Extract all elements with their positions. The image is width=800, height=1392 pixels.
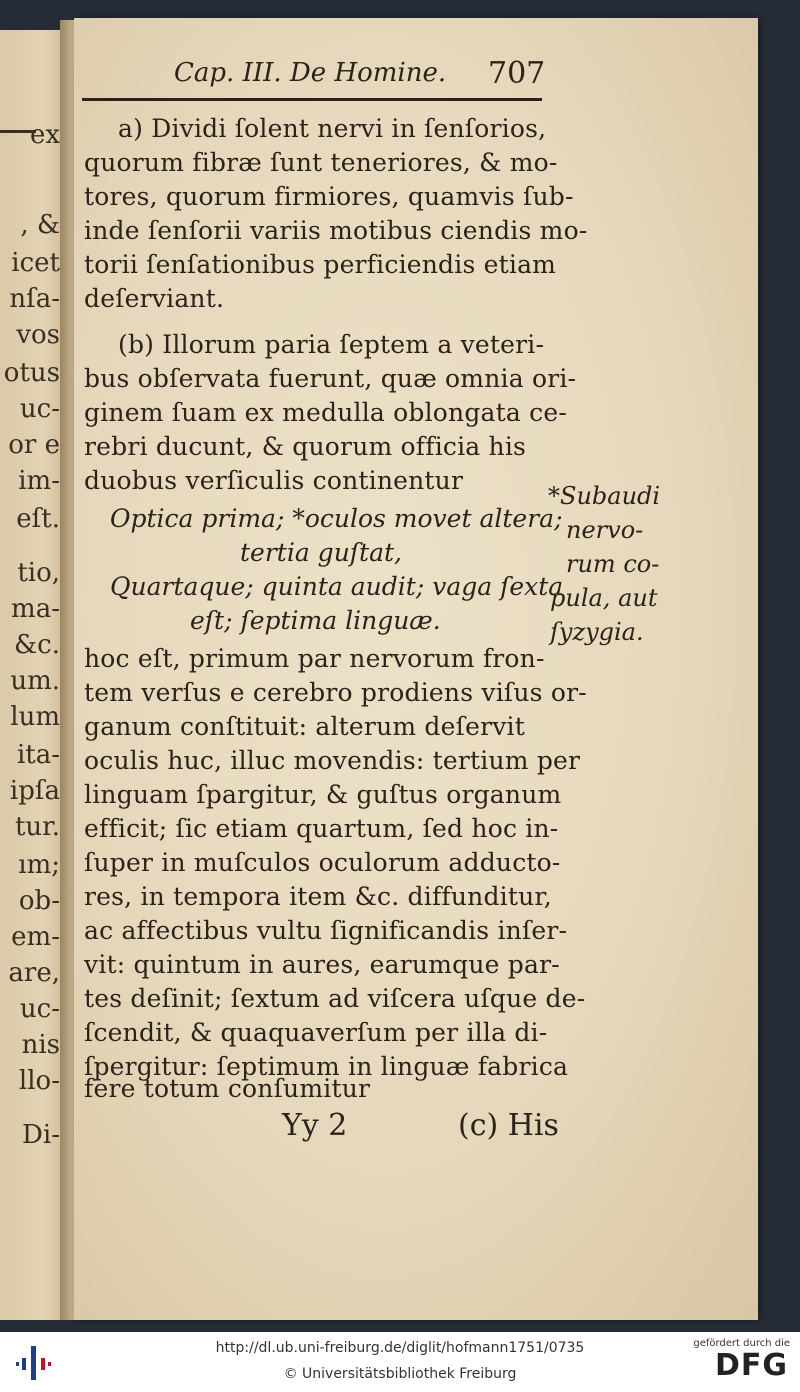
left-fragment: icet [11,248,60,278]
left-fragment: uc- [19,394,60,424]
left-fragment: ob- [18,886,60,916]
text-line: deſerviant. [84,284,225,313]
left-fragment: em- [11,922,60,952]
left-fragment: eſt. [16,504,60,534]
left-fragment: tio, [17,558,60,588]
dfg-logo: DFG [714,1348,788,1383]
text-line: efficit; ſic etiam quartum, ſed hoc in- [84,814,559,843]
left-fragment: im- [18,466,60,496]
text-line: ſpergitur: ſeptimum in linguæ fabrica [84,1052,569,1081]
margin-note-line: *Subaudi [548,482,661,510]
text-line: ſuper in muſculos oculorum adducto- [84,848,561,877]
text-line: bus obſervata fuerunt, quæ omnia ori- [84,364,577,393]
viewer-footer [0,1332,800,1392]
verse-line: Quartaque; quinta audit; vaga ſexta [110,572,564,601]
running-head: Cap. III. De Homine. [174,58,447,88]
left-fragment: ipſa [9,776,60,806]
text-line: oculis huc, illuc movendis: tertium per [84,746,581,775]
text-line: inde ſenſorii variis motibus ciendis mo- [84,216,588,245]
text-line: (b) Illorum paria ſeptem a veteri- [118,330,545,359]
left-fragment: , & [20,210,60,240]
verse-line: eſt; ſeptima linguæ. [190,606,441,635]
catchword: (c) His [458,1108,559,1143]
left-fragment: lum [10,702,60,732]
copyright-text: © Universitätsbibliothek Freiburg [283,1366,517,1382]
text-line: ſcendit, & quaquaverſum per illa di- [84,1018,548,1047]
left-fragment: ita- [16,740,60,770]
left-fragment: vos [16,320,60,350]
left-fragment: are, [8,958,60,988]
text-line: tem verſus e cerebro prodiens viſus or- [84,678,587,707]
left-fragment: tur. [14,812,60,842]
margin-note-line: nervo- [566,516,644,544]
margin-note-line: rum co- [566,550,660,578]
left-fragment: otus [3,358,60,388]
text-line: a) Dividi ſolent nervi in ſenſorios, [118,114,547,143]
signature-mark: Yy 2 [282,1108,348,1143]
text-line: fere totum conſumitur [84,1074,371,1103]
text-line: quorum fibræ ſunt teneriores, & mo- [84,148,558,177]
text-line: res, in tempora item &c. diffunditur, [84,882,552,911]
book-page [74,18,758,1320]
verse-line: tertia guſtat, [240,538,402,567]
left-fragment: nſa- [9,284,60,314]
text-line: ginem ſuam ex medulla oblongata ce- [84,398,568,427]
text-line: ganum conſtituit: alterum deſervit [84,712,525,741]
text-line: hoc eſt, primum par nervorum fron- [84,644,545,673]
margin-note-line: ſyzygia. [550,618,644,646]
left-fragment: or e [8,430,60,460]
text-line: torii ſenſationibus perficiendis etiam [84,250,557,279]
margin-note-line: pula, aut [550,584,658,612]
text-line: tores, quorum firmiores, quamvis ſub- [84,182,574,211]
left-fragment: um. [10,666,60,696]
left-fragment: ma- [11,594,60,624]
left-fragment: Di- [22,1120,60,1150]
verse-line: Optica prima; *oculos movet altera; [110,504,563,533]
text-line: duobus verſiculis continentur [84,466,464,495]
funding-note: gefördert durch die [693,1338,790,1349]
left-fragment: &c. [14,630,60,660]
text-line: ac affectibus vultu ſignificandis inſer- [84,916,568,945]
left-fragment: llo- [18,1066,60,1096]
text-line: linguam ſpargitur, & guſtus organum [84,780,562,809]
text-line: rebri ducunt, & quorum officia his [84,432,527,461]
permalink-url[interactable]: http://dl.ub.uni-freiburg.de/diglit/hofmann1751/0735 [215,1340,585,1356]
left-fragment: ım; [18,850,60,880]
header-rule [82,98,542,101]
left-fragment: uc- [19,994,60,1024]
left-fragment: ex [29,120,60,150]
left-fragment: nis [21,1030,60,1060]
page-number: 707 [488,56,546,91]
text-line: tes deſinit; ſextum ad viſcera uſque de- [84,984,586,1013]
text-line: vit: quintum in aures, earumque par- [84,950,560,979]
